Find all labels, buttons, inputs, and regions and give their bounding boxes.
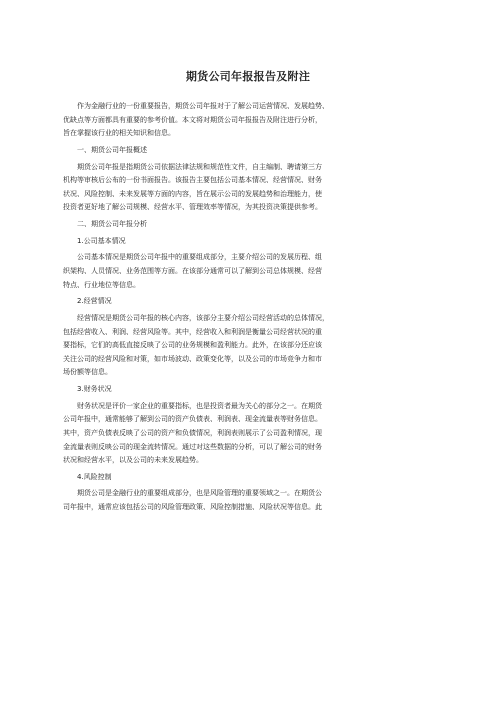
section-heading-overview: 一、期货公司年报概述 — [77, 145, 147, 154]
paragraph-line: 公司基本情况是期货公司年报中的重要组成部分，主要介绍公司的发展历程、组 — [77, 253, 322, 262]
paragraph-line: 特点、行业地位等信息。 — [63, 280, 140, 289]
subsection-heading-risk-control: 4.风险控制 — [77, 472, 112, 481]
document-title: 期货公司年报报告及附注 — [185, 70, 311, 83]
paragraph-line: 投资者更好地了解公司规模、经营水平、管理效率等情况，为其投资决策提供参考。 — [63, 203, 322, 212]
document-body — [63, 100, 441, 515]
paragraph-line: 金流量表则反映公司的现金流转情况。通过对这些数据的分析，可以了解公司的财务 — [63, 442, 322, 451]
paragraph-line: 财务状况是评价一家企业的重要指标，也是投资者最为关心的部分之一。在期货 — [77, 401, 322, 410]
paragraph-line: 期货公司是金融行业的重要组成部分，也是风险管理的重要领域之一。在期货公 — [77, 489, 322, 498]
paragraph-line: 状况、风险控制、未来发展等方面的内容，旨在展示公司的发展趋势和治理能力，使 — [63, 189, 322, 198]
intro-paragraph — [63, 100, 441, 141]
subsection-heading-operations: 2.经营情况 — [77, 297, 112, 306]
subsection-heading-financials: 3.财务状况 — [77, 385, 112, 394]
paragraph-line: 织架构、人员情况、业务范围等方面。在该部分通常可以了解到公司总体规模、经营 — [63, 267, 322, 275]
paragraph-line: 经营情况是期货公司年报的核心内容，该部分主要介绍公司经营活动的总体情况， — [77, 313, 329, 322]
paragraph-line: 公司年报中，通常能够了解到公司的资产负债表、利润表、现金流量表等财务信息。 — [63, 415, 322, 424]
operations-paragraph — [63, 312, 441, 380]
paragraph-line: 作为金融行业的一份重要报告，期货公司年报对于了解公司运营情况、发展趋势、 — [77, 102, 329, 110]
overview-paragraph — [63, 161, 441, 215]
subsection-heading-basic-info: 1.公司基本情况 — [77, 236, 126, 245]
paragraph-line: 要指标，它们的高低直接反映了公司的业务规模和盈利能力。此外，在该部分还应该 — [63, 341, 322, 350]
paragraph-line: 旨在掌握该行业的相关知识和信息。 — [63, 129, 175, 138]
financials-paragraph — [63, 400, 441, 468]
paragraph-line: 司年报中，通常应该包括公司的风险管理政策、风险控制措施、风险状况等信息。此 — [63, 503, 322, 512]
paragraph-line: 关注公司的经营风险和对策，如市场波动、政策变化等，以及公司的市场竞争力和市 — [63, 354, 322, 363]
paragraph-line: 状况和经营水平，以及公司的未来发展趋势。 — [63, 456, 203, 465]
section-heading-analysis: 二、期货公司年报分析 — [77, 220, 147, 229]
paragraph-line: 优缺点等方面都具有重要的参考价值。本文将对期货公司年报报告及附注进行分析， — [63, 115, 322, 124]
risk-control-paragraph — [63, 487, 441, 514]
paragraph-line: 包括经营收入、利润、经营风险等。其中，经营收入和利润是衡量公司经营状况的重 — [63, 327, 322, 336]
paragraph-line: 期货公司年报是指期货公司依据法律法规和规范性文件，自主编制、聘请第三方 — [77, 162, 322, 171]
paragraph-line: 场份额等信息。 — [63, 368, 112, 377]
paragraph-line: 其中，资产负债表反映了公司的资产和负债情况，利润表则展示了公司盈利情况，现 — [63, 428, 322, 437]
basic-info-paragraph — [63, 251, 441, 292]
paragraph-line: 机构等审核后公布的一份书面报告。该报告主要包括公司基本情况、经营情况、财务 — [63, 176, 322, 185]
